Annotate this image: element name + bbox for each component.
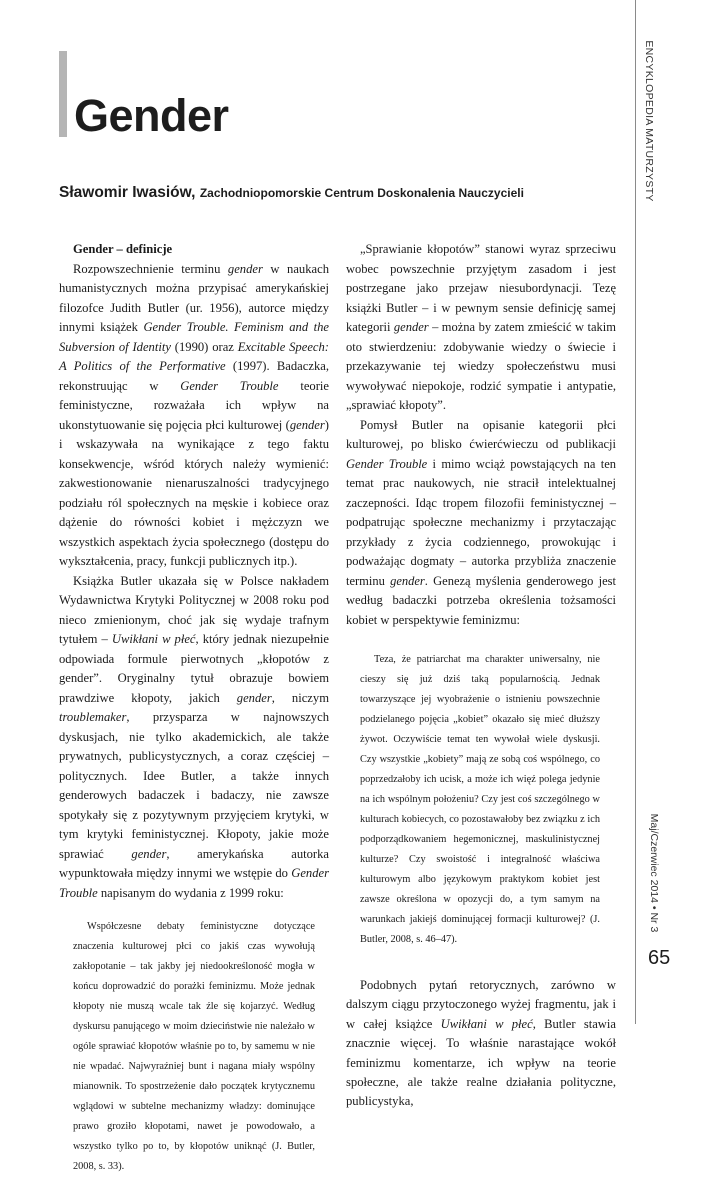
block-quote: Współczesne debaty feministyczne dotyczące znaczenia kulturowej płci co jakiś czas wywołują zakłopotanie – tak jakby jej niedookreśloność mogła w końcu doprowadzić do porażki feminizmu. Może jednak kłopoty nie muszą wcale tak źle się kojarzyć. Według dyskursu panującego w moim dzieciństwie nie należało w ogóle sprawiać kłopotów właśnie po to, by samemu w nie nie wpadać. Najwyraźniej bunt i nagana miały wspólny mianownik. To spostrzeżenie dało początek krytycznemu wglądowi w subtelne mechanizmy władzy: dominujące prawo groziło kłopotami, nawet je powodowało, a wszystko tylko po to, by kłopotów uniknąć (J. Butler, 2008, s. 33). (73, 921, 315, 1172)
paragraph: Książka Butler ukazała się w Polsce nakładem Wydawnictwa Krytyki Politycznej w 2008 roku pod nieco zmienionym, choć jak się wydaje trafnym tytułem – Uwikłani w płeć, który jednak niezupełnie odpowiada formule pierwotnych „kłopotów z gender”. Oryginalny tytuł obrazuje bowiem prawdziwe kłopoty, jakich gender, niczym troublemaker, przysparza w najnowszych dyskusjach, nie tylko akademickich, ale także prywatnych, publicystycznych, a coraz częściej – politycznych. Idee Butler, a także innych genderowych badaczek i badaczy, nie zawsze spotykały się z pozytywnym przyjęciem krytyki, w tym krytyki feministycznej. Kłopoty, jakie może sprawiać gender, amerykańska autorka wypunktowała między innymi we wstępie do Gender Trouble napisanym do wydania z 1999 roku: (59, 573, 329, 900)
paragraph: „Sprawianie kłopotów” stanowi wyraz sprzeciwu wobec powszechnie przyjętym zasadom i jest postrzegane jako przejaw niesubordynacji. Tezę książki Butler – i w pewnym sensie definicję samej kategorii gender – można by zatem zmieścić w takim oto stwierdzeniu: zdobywanie wiedzy o świecie i przekazywanie tej wiedzy społeczeństwu musi wywoływać niepokoje, rodzić sympatie i antypatie, „sprawiać kłopoty”. (346, 242, 616, 412)
left-column (59, 240, 329, 1177)
paragraph: Rozpowszechnienie terminu gender w naukach humanistycznych można przypisać amerykańskiej filozofce Judith Butler (ur. 1956), autorce między innymi książek Gender Trouble. Feminism and the Subversion of Identity (1990) oraz Excitable Speech: A Politics of the Performative (1997). Badaczka, rekonstruując w Gender Trouble teorie feministyczne, rozważała ich wpływ na ukonstytuowanie się pojęcia płci kulturowej (gender) i wskazywała na wynikające z tego faktu konsekwencje, wśród których należy wymienić: zakwestionowanie nienaruszalności tradycyjnego podziału ról społecznych na męskie i kobiece oraz dążenie do równości kobiet i mężczyzn we wszystkich aspektach życia społecznego (dostępu do wykształcenia, pracy, funkcji publicznych itp.). (59, 261, 329, 568)
right-column (346, 240, 616, 1112)
block-quote: Teza, że patriarchat ma charakter uniwersalny, nie cieszy się już dziś taką popularnością. Jednak towarzyszące jej wyobrażenie o istnieniu powszechnie podzielanego pojęcia „kobiet” okazało się mieć dłuższy żywot. Oczywiście temat ten wywołał wiele dyskusji. Czy wszystkie „kobiety” mają ze sobą coś wspólnego, co poprzedzałoby ich ucisk, a może ich więź polega jedynie na ich wspólnym położeniu? Czy jest coś szczególnego w kulturach kobiecych, co pozostawałoby bez związku z ich podporządkowaniem hegemonicznej, maskulinistycznej kulturze? Czy swoistość i integralność właściwa kulturowym albo językowym praktykom kobiet jest zawsze określona w opozycji do, a tym samym na warunkach jakiejś dominującej formacji kulturowej? (J. Butler, 2008, s. 46–47). (360, 654, 600, 945)
margin-rule (635, 0, 636, 1024)
running-header-encyclopedia: ENCYKLOPEDIA MATURZYSTY (643, 40, 655, 202)
byline (59, 184, 524, 202)
section-heading: Gender – definicje (73, 242, 173, 256)
author-affiliation: Zachodniopomorskie Centrum Doskonalenia Nauczycieli (199, 186, 524, 200)
running-footer-issue: Maj/Czerwiec 2014 • Nr 3 (648, 813, 660, 933)
author-name: Sławomir Iwasiów, (59, 184, 196, 201)
article-title: Gender (74, 90, 229, 141)
paragraph: Podobnych pytań retorycznych, zarówno w dalszym ciągu przytoczonego wyżej fragmentu, jak i w całej książce Uwikłani w płeć, Butler stawia znacznie więcej. To właśnie narastające wokół feminizmu komentarze, ich wpływ na teorie społeczne, ale także realne działania polityczne, publicystyka, (346, 978, 616, 1109)
paragraph: Pomysł Butler na opisanie kategorii płci kulturowej, po blisko ćwierćwieczu od publikacji Gender Trouble i mimo wciąż powstających na ten temat prac naukowych, nie stracił intelektualnej zaczepności. Idąc tropem filozofii feministycznej – podpatrując społeczne mechanizmy i przytaczając przykłady z życia codziennego, prowokując i podważając dogmaty – autorka przybliża znaczenie terminu gender. Genezą myślenia genderowego jest według badaczki potrzeba określenia tożsamości kobiet w perspektywie feminizmu: (346, 417, 616, 627)
title-accent-bar (59, 51, 67, 137)
page-number: 65 (648, 947, 671, 969)
